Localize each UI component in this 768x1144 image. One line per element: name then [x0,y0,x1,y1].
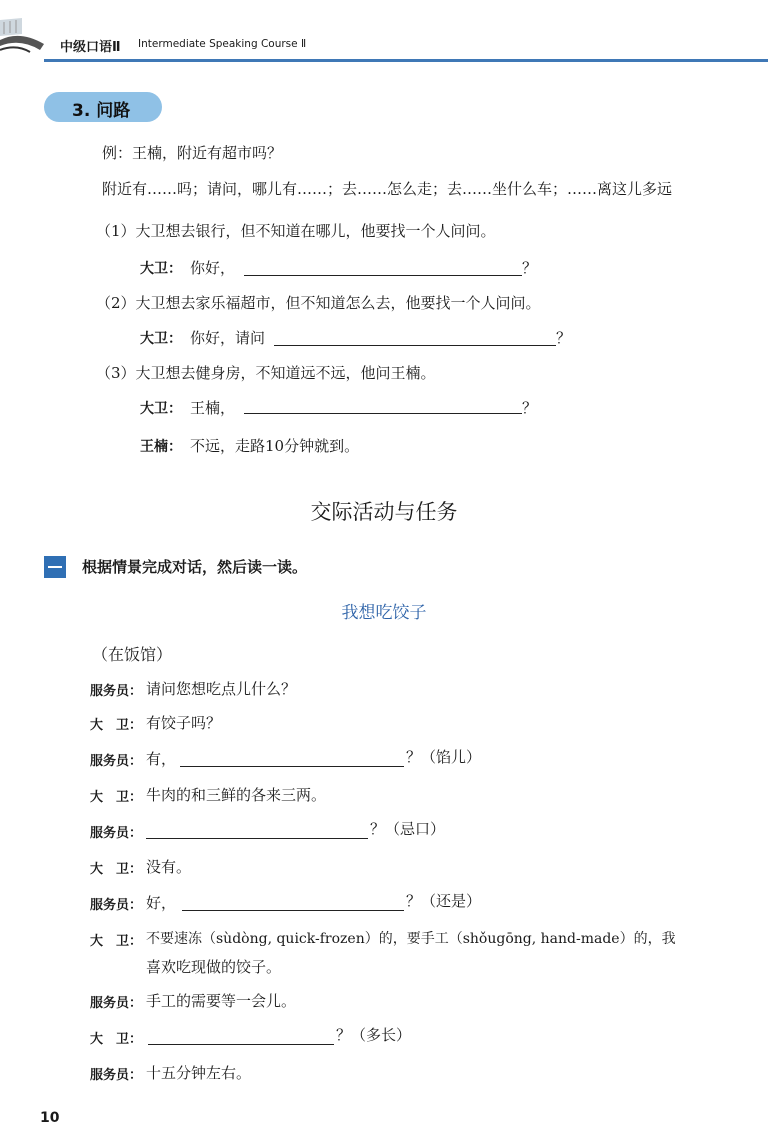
speaker-label: 大卫： [140,331,182,347]
example-sentence: 例：王楠，附近有超市吗？ [102,144,283,162]
header-rule [44,59,768,62]
dialogue-text-continued: 喜欢吃现做的饺子。 [146,958,282,976]
page-number: 10 [40,1110,60,1126]
pagoda-roof-decoration [0,0,48,58]
speaker-label: 服务员： [90,684,143,699]
question-mark: ？ [556,329,572,347]
speaker-label: 服务员： [90,1068,143,1083]
speaker-label: 服务员： [90,826,143,841]
speaker-label: 大 卫： [90,790,143,805]
dialogue-text: 牛肉的和三鲜的各来三两。 [146,786,327,804]
speaker-label: 服务员： [90,996,143,1011]
line-text: 你好， [190,259,236,277]
dialogue-text: 好， [146,894,177,912]
dialogue-text: 请问您想吃点儿什么？ [146,680,297,698]
speaker-label: 大卫： [140,261,182,277]
speaker-label: 服务员： [90,754,143,769]
section-title: 3. 问路 [72,101,131,121]
dialogue-text: 有饺子吗？ [146,714,222,732]
exercise-prompt-2: （2）大卫想去家乐福超市，但不知道怎么去，他要找一个人问问。 [96,294,541,312]
speaker-label: 服务员： [90,898,143,913]
line-text: 王楠， [190,399,236,417]
answer-blank[interactable] [180,766,404,767]
answer-blank[interactable] [244,275,522,276]
speaker-label: 大 卫： [90,934,143,949]
answer-blank[interactable] [274,345,556,346]
book-title-english: Intermediate Speaking Course Ⅱ [138,38,307,50]
dialogue-text: 有， [146,750,177,768]
dialogue-text: 不要速冻（sùdòng, quick-frozen）的，要手工（shǒugōng, hand-made）的，我 [146,931,676,947]
hint-text: ？（忌口） [370,820,446,838]
task-number-marker [44,556,66,578]
speaker-label: 王楠： [140,439,182,455]
page-header [0,0,768,62]
question-mark: ？ [522,259,538,277]
dialogue-title: 我想吃饺子 [341,603,427,623]
exercise-prompt-1: （1）大卫想去银行，但不知道在哪儿，他要找一个人问问。 [96,222,496,240]
hint-text: ？（多长） [336,1026,412,1044]
book-title-chinese: 中级口语Ⅱ [60,40,121,55]
dialogue-text: 手工的需要等一会儿。 [146,992,297,1010]
hint-text: ？（还是） [406,892,482,910]
answer-blank[interactable] [244,413,522,414]
speaker-label: 大卫： [140,401,182,417]
hint-text: ？（馅儿） [406,748,482,766]
answer-blank[interactable] [148,1044,334,1045]
reply-text: 不远，走路10分钟就到。 [190,437,360,455]
pattern-list: 附近有……吗；请问，哪儿有……；去……怎么走；去……坐什么车；……离这儿多远 [102,180,673,198]
exercise-prompt-3: （3）大卫想去健身房，不知道远不远，他问王楠。 [96,364,436,382]
dialogue-setting: （在饭馆） [92,645,173,664]
line-text: 你好，请问 [190,329,266,347]
question-mark: ？ [522,399,538,417]
speaker-label: 大 卫： [90,1032,143,1047]
activity-heading: 交际活动与任务 [310,500,458,524]
answer-blank[interactable] [146,838,368,839]
speaker-label: 大 卫： [90,862,143,877]
speaker-label: 大 卫： [90,718,143,733]
dialogue-text: 十五分钟左右。 [146,1064,252,1082]
dialogue-text: 没有。 [146,858,192,876]
task-instruction: 根据情景完成对话，然后读一读。 [82,558,308,576]
answer-blank[interactable] [182,910,404,911]
